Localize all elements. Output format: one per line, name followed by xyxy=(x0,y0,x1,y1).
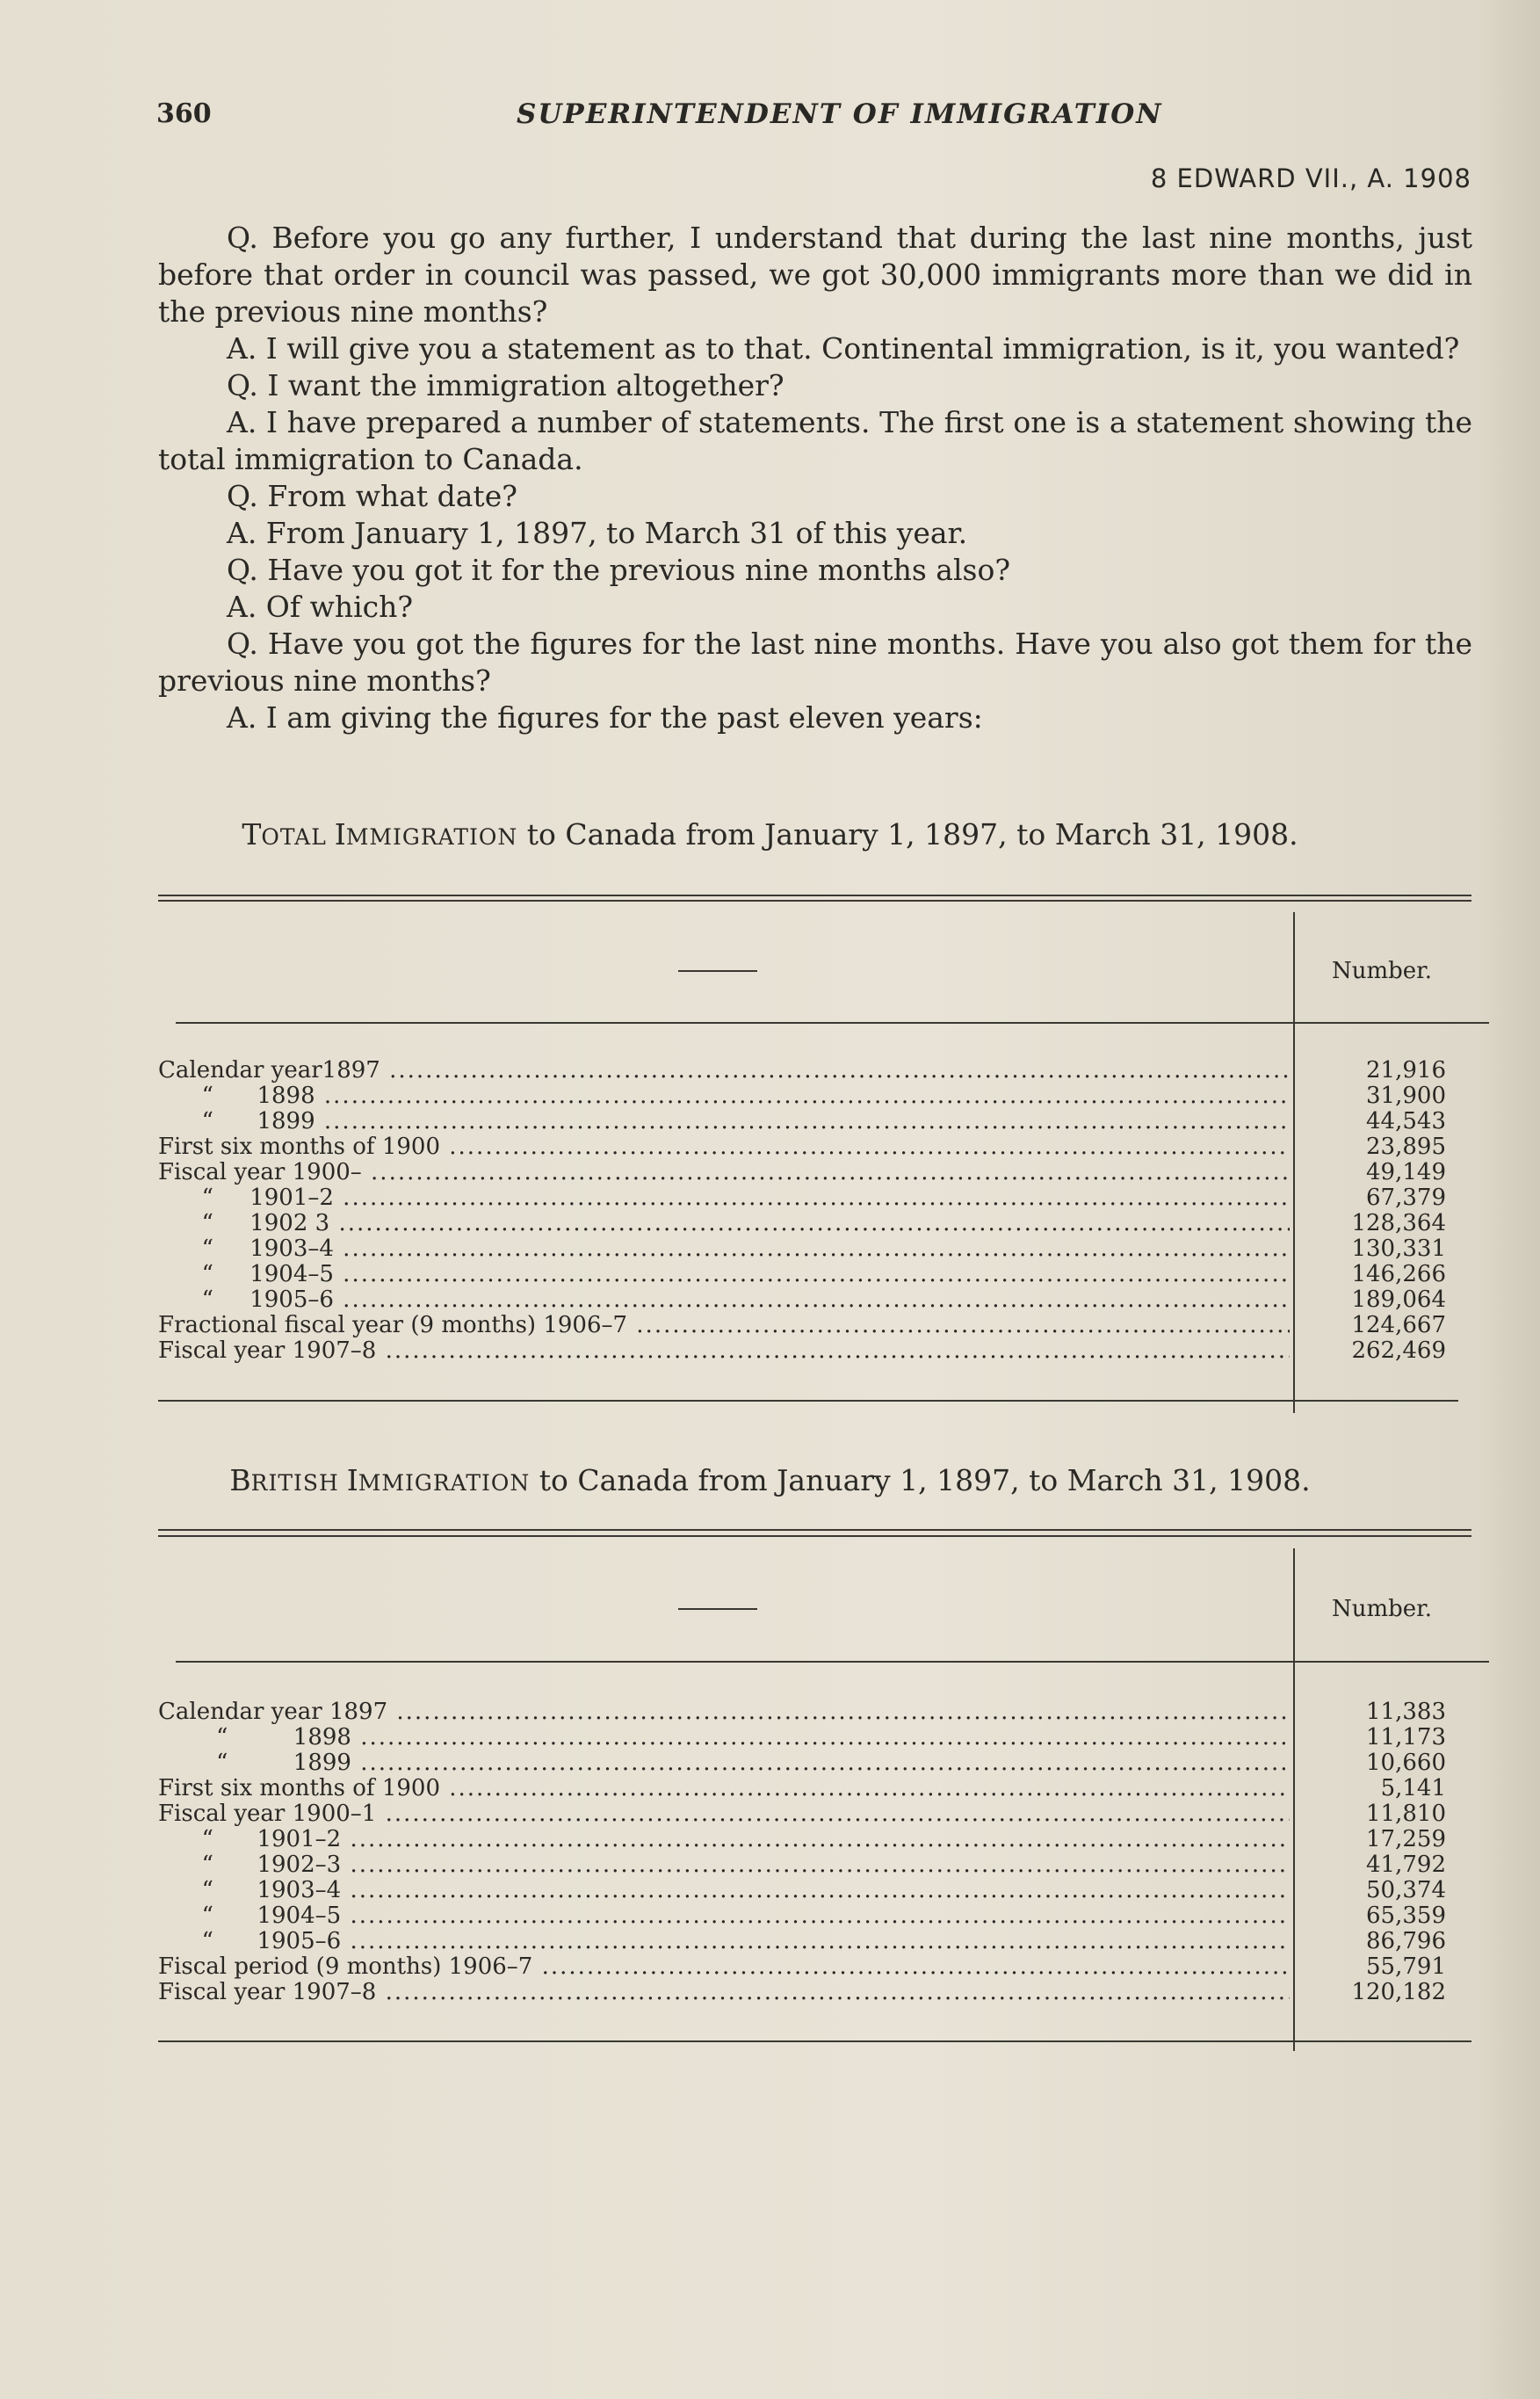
paragraph: Q. From what date? xyxy=(227,479,517,513)
header-rule xyxy=(176,1661,1489,1663)
paragraph: Q. Have you got the figures for the last nine months. Have you also got them for the previous nine months? xyxy=(158,627,1472,698)
table-row: Calendar year 1897 ..... 11,383 xyxy=(158,1700,1476,1725)
column-header: Number. xyxy=(1332,1596,1433,1622)
table-row: “ 1903–4 ..... 50,374 xyxy=(158,1878,1476,1903)
table-row: “ 1901–2 ..... 17,259 xyxy=(158,1827,1476,1852)
table-row: “ 1898 ..... 31,900 xyxy=(158,1084,1476,1109)
table-row: Fiscal year 1907–8 ..... 120,182 xyxy=(158,1980,1476,2005)
page-header xyxy=(156,98,1474,142)
table1 xyxy=(158,895,1476,1404)
table-row: “ 1905–6 ..... 86,796 xyxy=(158,1929,1476,1954)
testimony-text xyxy=(158,220,1472,736)
paragraph: A. I am giving the figures for the past eleven years: xyxy=(227,700,983,735)
stub-header-dash xyxy=(678,1608,757,1610)
paragraph: Q. Have you got it for the previous nine months also? xyxy=(227,553,1011,587)
table-row: Calendar year1897 ..... 21,916 xyxy=(158,1058,1476,1084)
table-row: Fiscal year 1900–1 ..... 11,810 xyxy=(158,1801,1476,1827)
paragraph: A. I have prepared a number of statements. The first one is a statement showing the total immigration to Canada. xyxy=(158,405,1472,476)
paragraph: A. From January 1, 1897, to March 31 of this year. xyxy=(227,516,968,550)
table-row: “ 1903–4 ..... 130,331 xyxy=(158,1236,1476,1262)
table-row: “ 1899 ..... 44,543 xyxy=(158,1109,1476,1134)
table-row: Fiscal year 1900– ..... 49,149 xyxy=(158,1160,1476,1185)
table-row: Fractional fiscal year (9 months) 1906–7 ..... 124,667 xyxy=(158,1313,1476,1338)
table-bottom-rule xyxy=(158,2040,1471,2042)
paragraph: A. Of which? xyxy=(227,590,414,624)
table-row: “ 1899 ..... 10,660 xyxy=(158,1750,1476,1776)
table1-title: TOTAL IMMIGRATION to Canada from January 1, 1897, to March 31, 1908. xyxy=(242,817,1298,852)
table-row: “ 1905–6 ..... 189,064 xyxy=(158,1287,1476,1313)
table-row: “ 1902–3 ..... 41,792 xyxy=(158,1852,1476,1878)
table-row: “ 1898 ..... 11,173 xyxy=(158,1725,1476,1750)
table-top-rule xyxy=(158,895,1471,896)
table-row: Fiscal year 1907–8 ..... 262,469 xyxy=(158,1338,1476,1364)
table-row: “ 1904–5 ..... 146,266 xyxy=(158,1262,1476,1287)
page-number: 360 xyxy=(156,98,212,129)
table2 xyxy=(158,1529,1476,2056)
table-top-rule xyxy=(158,1535,1471,1537)
column-header: Number. xyxy=(1332,958,1433,984)
running-title: SUPERINTENDENT OF IMMIGRATION xyxy=(517,98,1163,130)
table2-title: BRITISH IMMIGRATION to Canada from January 1, 1897, to March 31, 1908. xyxy=(229,1463,1311,1497)
header-rule xyxy=(176,1022,1489,1024)
session-label: 8 EDWARD VII., A. 1908 xyxy=(1150,163,1471,193)
table-row: First six months of 1900 ..... 23,895 xyxy=(158,1134,1476,1160)
paragraph: Q. I want the immigration altogether? xyxy=(227,368,784,402)
table-row: Fiscal period (9 months) 1906–7 ..... 55,791 xyxy=(158,1954,1476,1980)
table-row: “ 1902 3 ..... 128,364 xyxy=(158,1211,1476,1236)
table-bottom-rule xyxy=(158,1400,1458,1402)
paragraph: A. I will give you a statement as to that. Continental immigration, is it, you wanted? xyxy=(227,331,1460,366)
paragraph: Q. Before you go any further, I understand that during the last nine months, just before that order in council was passed, we got 30,000 immigrants more than we did in the previous nine months? xyxy=(158,221,1472,329)
table-top-rule xyxy=(158,900,1471,902)
table-row: “ 1901–2 ..... 67,379 xyxy=(158,1185,1476,1211)
table-row: First six months of 1900 ..... 5,141 xyxy=(158,1776,1476,1801)
stub-header-dash xyxy=(678,970,757,972)
table-top-rule xyxy=(158,1529,1471,1531)
table-row: “ 1904–5 ..... 65,359 xyxy=(158,1903,1476,1929)
